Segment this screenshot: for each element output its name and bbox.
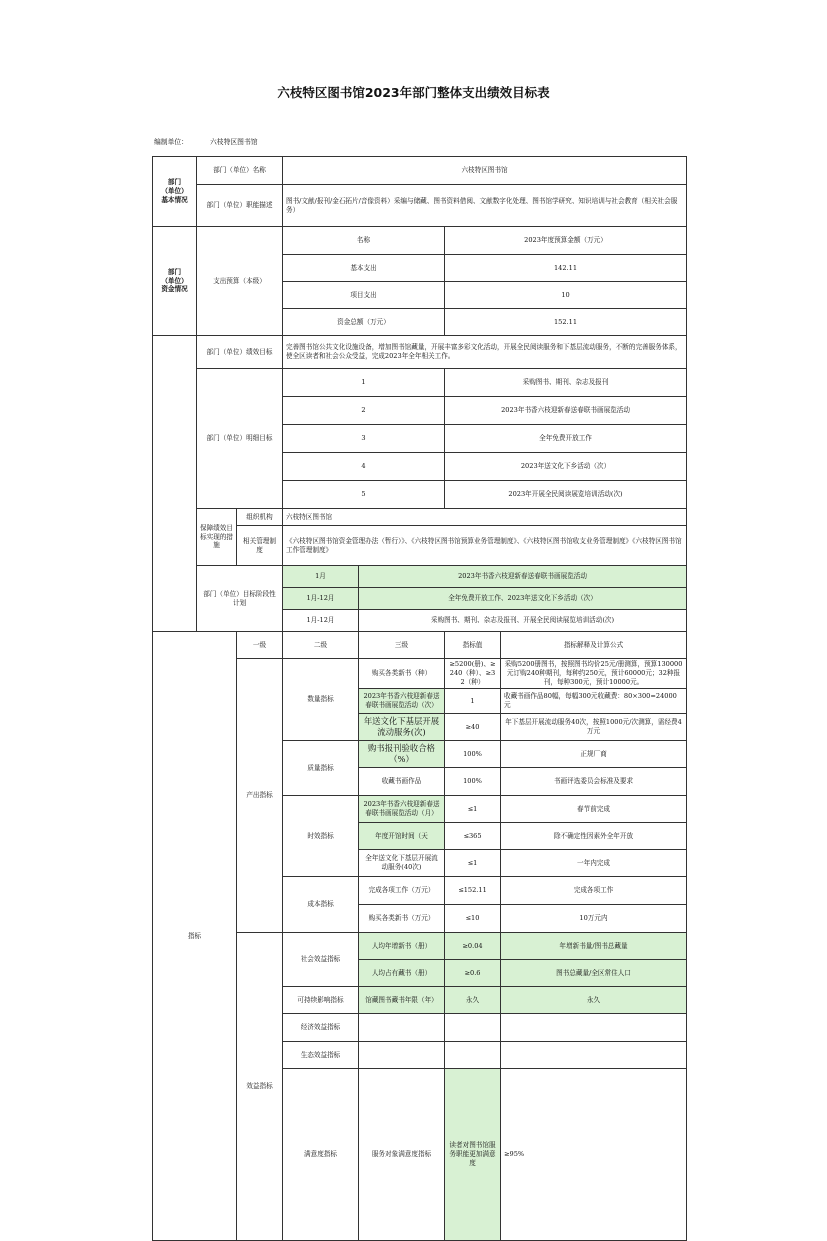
cell: ≤10 bbox=[445, 905, 501, 933]
cell: 组织机构 bbox=[237, 509, 283, 526]
cell: 2023年度预算金额（万元） bbox=[445, 227, 687, 255]
cell: 完成各项工作 bbox=[501, 877, 687, 905]
cell bbox=[445, 1014, 501, 1042]
cell: 数量指标 bbox=[283, 659, 359, 741]
table-row bbox=[153, 336, 687, 369]
cell: 部门（单位）目标阶段性计划 bbox=[197, 566, 283, 632]
table-row bbox=[153, 157, 687, 185]
cell: 产出指标 bbox=[237, 659, 283, 933]
cell: 部门（单位）绩效目标 bbox=[197, 336, 283, 369]
cell: 1月 bbox=[283, 566, 359, 588]
cell: 1 bbox=[445, 689, 501, 714]
cell: 六枝特区图书馆 bbox=[283, 509, 687, 526]
compiling-unit bbox=[154, 136, 280, 146]
cell: 10 bbox=[445, 282, 687, 309]
cell: ≤365 bbox=[445, 823, 501, 850]
cell: 部门（单位）明细目标 bbox=[197, 369, 283, 509]
cell: 收藏书画作品 bbox=[359, 768, 445, 796]
cell: 1 bbox=[283, 369, 445, 397]
cell: 指标值 bbox=[445, 632, 501, 659]
table-row bbox=[153, 632, 687, 659]
cell: 收藏书画作品80幅，每幅300元收藏费：80×300=24000元 bbox=[501, 689, 687, 714]
cell: ≥0.6 bbox=[445, 960, 501, 987]
cell: 2 bbox=[283, 397, 445, 425]
cell: 图书总藏量/全区常住人口 bbox=[501, 960, 687, 987]
cell: 购书报刊验收合格（%） bbox=[359, 741, 445, 768]
cell: 全年送文化下基层开展流动服务(40次) bbox=[359, 850, 445, 877]
cell: 基本支出 bbox=[283, 255, 445, 282]
cell bbox=[501, 1014, 687, 1042]
cell: 人均年增新书（册） bbox=[359, 933, 445, 960]
cell: 一级 bbox=[237, 632, 283, 659]
cell: 5 bbox=[283, 481, 445, 509]
cell: 2023年书香六枝迎新春送春联书画展览活动（月） bbox=[359, 796, 445, 823]
cell bbox=[359, 1042, 445, 1069]
cell: 读者对图书馆服务职能更加满意度 bbox=[445, 1069, 501, 1241]
cell: 时效指标 bbox=[283, 796, 359, 877]
cell: 可持续影响指标 bbox=[283, 987, 359, 1014]
cell: 生态效益指标 bbox=[283, 1042, 359, 1069]
cell: 指标 bbox=[153, 632, 237, 1241]
cell: 部门（单位）职能描述 bbox=[197, 185, 283, 227]
page-title: 六枝特区图书馆2023年部门整体支出绩效目标表 bbox=[277, 85, 550, 100]
cell: 100% bbox=[445, 741, 501, 768]
cell: 10万元内 bbox=[501, 905, 687, 933]
cell: 支出预算（本级） bbox=[197, 227, 283, 336]
cell: ≥5200(册)、≥240（种）、≥32（种） bbox=[445, 659, 501, 689]
cell: 2023年送文化下乡活动（次） bbox=[445, 453, 687, 481]
section-fund: 部门 （单位） 资金情况 bbox=[153, 227, 197, 336]
cell: 永久 bbox=[445, 987, 501, 1014]
cell bbox=[153, 336, 197, 632]
cell: 2023年书香六枝迎新春送春联书画展览活动 bbox=[445, 397, 687, 425]
cell: ≥0.04 bbox=[445, 933, 501, 960]
cell: 永久 bbox=[501, 987, 687, 1014]
cell: 正规厂商 bbox=[501, 741, 687, 768]
cell: 3 bbox=[283, 425, 445, 453]
cell: 春节前完成 bbox=[501, 796, 687, 823]
cell: 4 bbox=[283, 453, 445, 481]
cell: 项目支出 bbox=[283, 282, 445, 309]
unit-value: 六枝特区图书馆 bbox=[209, 138, 258, 146]
cell: 馆藏图书藏书年限（年） bbox=[359, 987, 445, 1014]
cell: 一年内完成 bbox=[501, 850, 687, 877]
cell: 采购图书、期刊、杂志及报刊 bbox=[445, 369, 687, 397]
cell: ≤152.11 bbox=[445, 877, 501, 905]
cell: 2023年书香六枝迎新春送春联书画展览活动（次） bbox=[359, 689, 445, 714]
cell: 二级 bbox=[283, 632, 359, 659]
cell: 服务对象满意度指标 bbox=[359, 1069, 445, 1241]
cell: 经济效益指标 bbox=[283, 1014, 359, 1042]
cell: 1月-12月 bbox=[283, 588, 359, 610]
cell bbox=[501, 1042, 687, 1069]
cell: 购买各类新书（万元） bbox=[359, 905, 445, 933]
cell: ≥40 bbox=[445, 714, 501, 741]
cell: 保障绩效目标实现的措施 bbox=[197, 509, 237, 566]
cell: 完成各项工作（万元） bbox=[359, 877, 445, 905]
cell: 《六枝特区图书馆资金管理办法（暂行）》、《六枝特区图书馆预算业务管理制度》、《六枝特区图书馆收支业务管理制度》《六枝特区图书馆工作管理制度》 bbox=[283, 526, 687, 566]
cell: 100% bbox=[445, 768, 501, 796]
cell: 完善图书馆公共文化设施设备，增加图书馆藏量，开展丰富多彩文化活动，开展全民阅读服务和下基层流动服务，不断的完善服务体系，使全区读者和社会公众受益，完成2023年全年相关工作。 bbox=[283, 336, 687, 369]
cell: 年送文化下基层开展流动服务(次) bbox=[359, 714, 445, 741]
cell: ≤1 bbox=[445, 850, 501, 877]
cell: 社会效益指标 bbox=[283, 933, 359, 987]
cell: 152.11 bbox=[445, 309, 687, 336]
table-row bbox=[153, 369, 687, 397]
cell: 指标解释及计算公式 bbox=[501, 632, 687, 659]
cell: 人均占有藏书（册） bbox=[359, 960, 445, 987]
cell: 资金总额（万元） bbox=[283, 309, 445, 336]
cell: 质量指标 bbox=[283, 741, 359, 796]
table-row bbox=[153, 566, 687, 588]
cell: 除不确定性因素外全年开放 bbox=[501, 823, 687, 850]
cell: 全年免费开放工作、2023年送文化下乡活动（次） bbox=[359, 588, 687, 610]
cell: 图书/文献/报刊/金石拓片/音像资料）采编与储藏、图书资料借阅、文献数字化处理、图书馆学研究、知识培训与社会教育（相关社会服务） bbox=[283, 185, 687, 227]
table-row bbox=[153, 509, 687, 526]
cell: 2023年书香六枝迎新春送春联书画展览活动 bbox=[359, 566, 687, 588]
cell: 2023年开展全民阅读展览培训活动(次) bbox=[445, 481, 687, 509]
cell: 年度开馆时间（天 bbox=[359, 823, 445, 850]
cell: 购买各类新书（种） bbox=[359, 659, 445, 689]
cell: 采购图书、期刊、杂志及报刊、开展全民阅读展览培训活动(次) bbox=[359, 610, 687, 632]
cell: 采购5200册图书，按照图书均价25元/册测算，预算130000元订购240种期刊，每种约250元，预计60000元；32种报刊，每种300元，预计10000元。 bbox=[501, 659, 687, 689]
cell: 六枝特区图书馆 bbox=[283, 157, 687, 185]
unit-label: 编制单位： bbox=[154, 138, 188, 146]
cell: 全年免费开放工作 bbox=[445, 425, 687, 453]
cell: 书画评选委员会标准及要求 bbox=[501, 768, 687, 796]
cell: 142.11 bbox=[445, 255, 687, 282]
cell: 年增新书量/图书总藏量 bbox=[501, 933, 687, 960]
cell: 年下基层开展流动服务40次，按照1000元/次测算，需经费4万元 bbox=[501, 714, 687, 741]
cell: 满意度指标 bbox=[283, 1069, 359, 1241]
section-dept: 部门 （单位） 基本情况 bbox=[153, 157, 197, 227]
cell: ≥95% bbox=[501, 1069, 687, 1241]
performance-table bbox=[152, 156, 687, 1241]
cell: 名称 bbox=[283, 227, 445, 255]
cell: 1月-12月 bbox=[283, 610, 359, 632]
cell: 效益指标 bbox=[237, 933, 283, 1241]
cell bbox=[445, 1042, 501, 1069]
cell: 三级 bbox=[359, 632, 445, 659]
table-row bbox=[153, 185, 687, 227]
cell: 部门（单位）名称 bbox=[197, 157, 283, 185]
cell: 成本指标 bbox=[283, 877, 359, 933]
cell: ≤1 bbox=[445, 796, 501, 823]
cell bbox=[359, 1014, 445, 1042]
cell: 相关管理制度 bbox=[237, 526, 283, 566]
table-row bbox=[153, 227, 687, 255]
